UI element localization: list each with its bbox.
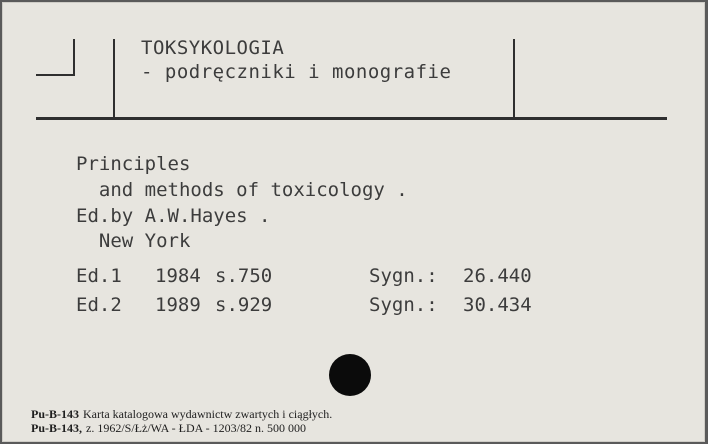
edition-2-sygn: 30.434 (463, 294, 532, 316)
edition-1-pages: s.750 (215, 265, 273, 287)
footer-code-1: Pu-B-143 (31, 407, 79, 421)
entry-line-3: Ed.by A.W.Hayes . (76, 205, 271, 227)
entry-line-1: Principles (76, 153, 191, 175)
edition-2-year: 1989 (155, 294, 201, 316)
edition-2-label: Ed.2 (76, 294, 122, 316)
card-footer (31, 407, 332, 435)
catalog-card (2, 2, 705, 442)
header-bottom-rule (36, 117, 667, 120)
corner-tab-vertical (73, 39, 75, 75)
edition-1-label: Ed.1 (76, 265, 122, 287)
footer-text-1: Karta katalogowa wydawnictw zwartych i ciągłych. (83, 407, 333, 421)
footer-code-2: Pu-B-143, (31, 421, 82, 435)
entry-line-2: and methods of toxicology . (76, 179, 408, 201)
entry-line-4: New York (76, 230, 191, 252)
edition-1-sygn: 26.440 (463, 265, 532, 287)
card-subtitle: - podręczniki i monografie (141, 61, 452, 83)
edition-2-pages: s.929 (215, 294, 273, 316)
footer-line-1 (31, 407, 332, 421)
header-left-rule (113, 39, 115, 117)
footer-line-2 (31, 421, 332, 435)
card-title: TOKSYKOLOGIA (141, 37, 285, 59)
corner-tab-horizontal (36, 74, 75, 76)
punch-hole (329, 354, 371, 396)
header-right-rule (513, 39, 515, 117)
edition-2-sygn-label: Sygn.: (369, 294, 438, 316)
edition-1-sygn-label: Sygn.: (369, 265, 438, 287)
footer-text-2: z. 1962/S/Łż/WA - ŁDA - 1203/82 n. 500 000 (86, 421, 306, 435)
edition-1-year: 1984 (155, 265, 201, 287)
